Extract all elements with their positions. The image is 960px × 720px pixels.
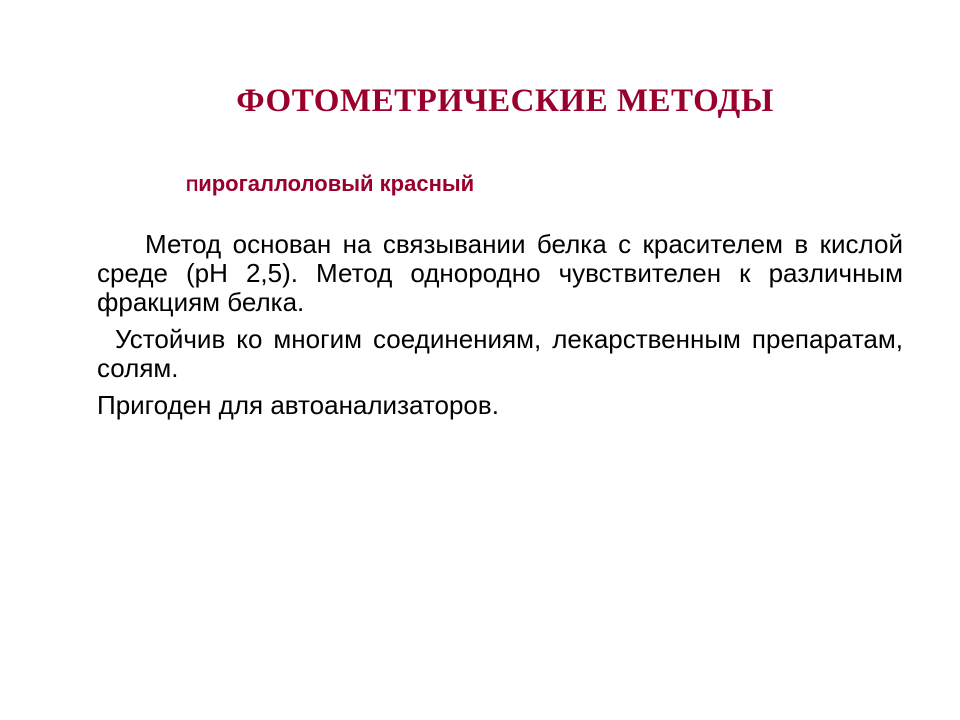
- body-paragraph-2: Устойчив ко многим соединениям, лекарственным препаратам, солям.: [97, 324, 903, 383]
- slide-body: [97, 230, 903, 428]
- slide-subtitle: [186, 171, 474, 197]
- body-paragraph-1: Метод основан на связывании белка с красителем в кислой среде (рН 2,5). Метод однородно чувствителен к различным фракциям белка.: [97, 229, 903, 317]
- subtitle-first-letter: П: [186, 176, 199, 195]
- subtitle-rest: ирогаллоловый красный: [198, 171, 475, 196]
- body-paragraph-3: Пригоден для автоанализаторов.: [97, 390, 499, 420]
- slide-title: ФОТОМЕТРИЧЕСКИЕ МЕТОДЫ: [236, 83, 774, 119]
